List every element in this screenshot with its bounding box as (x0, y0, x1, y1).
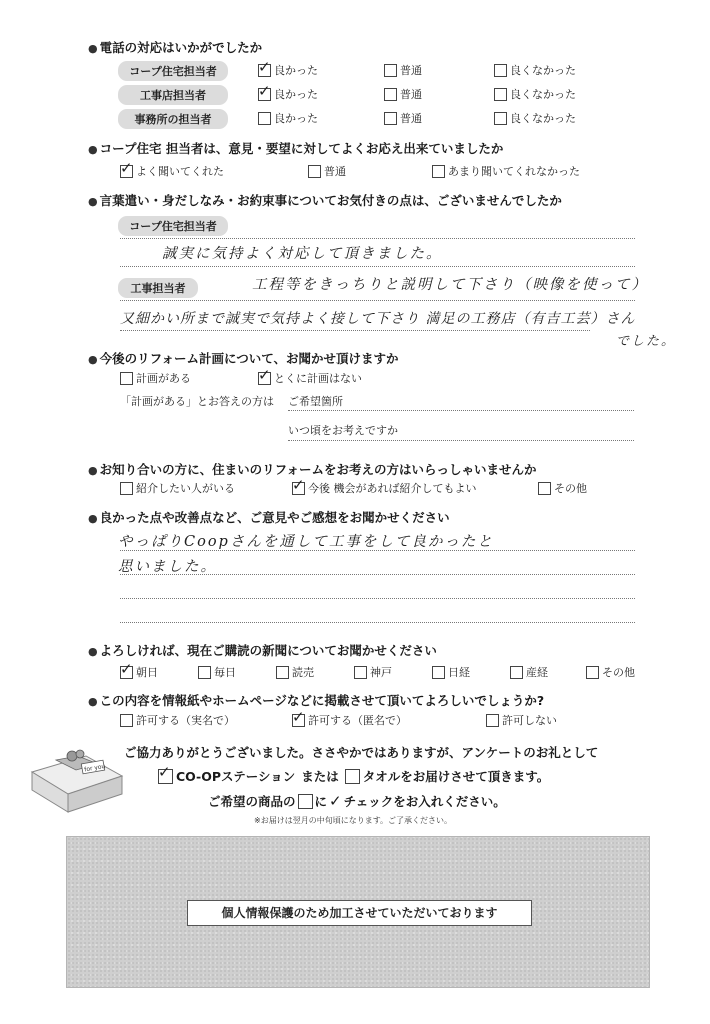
q7-paper-1[interactable] (120, 664, 158, 680)
option-label: 良かった (274, 112, 318, 125)
checkbox-checked-icon[interactable] (120, 165, 133, 178)
gift-or-label: または (301, 769, 339, 784)
checkbox-icon[interactable] (486, 714, 499, 727)
option-label: 神戸 (370, 666, 392, 679)
check-mark-icon: ✓ (329, 792, 342, 810)
option-label: とくに計画はない (274, 372, 362, 385)
checkbox-icon[interactable] (384, 88, 397, 101)
option-label: 普通 (400, 64, 422, 77)
deliver-text: をお届けさせて頂きます。 (400, 769, 550, 784)
gift1-checkbox-checked-icon[interactable] (158, 769, 173, 784)
q1-row2-label: 工事店担当者 (118, 85, 228, 105)
checkbox-icon[interactable] (494, 112, 507, 125)
q1-row3-opt1[interactable] (258, 110, 318, 126)
checkbox-checked-icon[interactable] (258, 88, 271, 101)
q1-row1-label: コープ住宅担当者 (118, 61, 228, 81)
option-label: その他 (602, 666, 635, 679)
checkbox-icon[interactable] (120, 482, 133, 495)
option-label: 読売 (292, 666, 314, 679)
thanks-line2 (158, 767, 549, 785)
q2-opt3[interactable] (432, 163, 580, 179)
q5-opt3[interactable] (538, 480, 587, 496)
checkbox-checked-icon[interactable] (120, 666, 133, 679)
option-label: 良くなかった (510, 64, 576, 77)
q1-row1-opt3[interactable] (494, 62, 576, 78)
q1-title: ● 電話の対応はいかがでしたか (88, 38, 262, 56)
checkbox-icon[interactable] (494, 88, 507, 101)
option-label: 毎日 (214, 666, 236, 679)
q1-row1-opt1[interactable] (258, 62, 318, 78)
divider (120, 622, 635, 623)
q3-coop-answer[interactable]: 誠実に気持よく対応して頂きました。 (162, 246, 443, 262)
option-label: 良くなかった (510, 88, 576, 101)
q7-title: ● よろしければ、現在ご購読の新聞についてお聞かせください (88, 641, 437, 659)
checkbox-icon[interactable] (354, 666, 367, 679)
checkbox-checked-icon[interactable] (292, 482, 305, 495)
q5-title: ● お知り合いの方に、住まいのリフォームをお考えの方はいらっしゃいませんか (88, 460, 537, 478)
checkbox-icon[interactable] (432, 165, 445, 178)
option-label: 良くなかった (510, 112, 576, 125)
q3-contractor-label: 工事担当者 (118, 278, 198, 298)
q7-paper-7[interactable] (586, 664, 635, 680)
q4-opt1[interactable] (120, 370, 191, 386)
divider (120, 238, 635, 239)
q8-opt2[interactable] (292, 712, 407, 728)
gift2-checkbox-icon[interactable] (345, 769, 360, 784)
instruction-text-a: ご希望の商品の (208, 794, 296, 809)
gift-tag-text: for you (83, 762, 106, 774)
option-label: 許可しない (502, 714, 557, 727)
q3-coop-label: コープ住宅担当者 (118, 216, 228, 236)
q3-contractor-answer-2[interactable]: 又細かい所まで誠実で気持よく接して下さり 満足の工務店（有吉工芸）さん (120, 311, 636, 327)
option-label: 普通 (324, 165, 346, 178)
q3-title: ● 言葉遣い・身だしなみ・お約束事についてお気付きの点は、ございませんでしたか (88, 191, 562, 209)
gift1-label: CO-OPステーション (176, 769, 296, 784)
q1-row2-opt3[interactable] (494, 86, 576, 102)
option-label: あまり聞いてくれなかった (448, 165, 580, 178)
option-label: よく聞いてくれた (136, 165, 224, 178)
divider (120, 550, 635, 551)
checkbox-icon[interactable] (198, 666, 211, 679)
q8-title: ● この内容を情報紙やホームページなどに掲載させて頂いてよろしいでしょうか? (88, 691, 544, 709)
q2-opt1[interactable] (120, 163, 224, 179)
checkbox-icon[interactable] (120, 372, 133, 385)
checkbox-icon[interactable] (432, 666, 445, 679)
q6-title: ● 良かった点や改善点など、ご意見やご感想をお聞かせください (88, 508, 450, 526)
option-label: その他 (554, 482, 587, 495)
q2-title: ● コープ住宅 担当者は、意見・要望に対してよくお応え出来ていましたか (88, 139, 503, 157)
q1-row3-label: 事務所の担当者 (118, 109, 228, 129)
divider (120, 574, 635, 575)
divider (120, 330, 590, 331)
q4-opt2[interactable] (258, 370, 362, 386)
q2-opt2[interactable] (308, 163, 346, 179)
option-label: 普通 (400, 88, 422, 101)
thanks-line1: ご協力ありがとうございました。ささやかではありますが、アンケートのお礼として (124, 745, 599, 760)
option-label: 朝日 (136, 666, 158, 679)
q5-opt1[interactable] (120, 480, 235, 496)
q1-row2-opt2[interactable] (384, 86, 422, 102)
gift2-label: タオル (362, 769, 401, 784)
redacted-area (66, 836, 650, 988)
checkbox-icon[interactable] (494, 64, 507, 77)
q7-paper-6[interactable] (510, 664, 548, 680)
q7-paper-4[interactable] (354, 664, 392, 680)
q6-answer-1[interactable]: やっぱりCoopさんを通して工事をして良かったと (118, 534, 494, 550)
option-label: 許可する（実名で） (136, 714, 235, 727)
option-label: 計画がある (136, 372, 191, 385)
q1-row3-opt2[interactable] (384, 110, 422, 126)
q4-plan-prompt: 「計画がある」とお答えの方は (120, 395, 274, 408)
option-label: 良かった (274, 88, 318, 101)
q7-paper-3[interactable] (276, 664, 314, 680)
option-label: 紹介したい人がいる (136, 482, 235, 495)
q3-contractor-answer-1[interactable]: 工程等をきっちりと説明して下さり（映像を使って） (252, 277, 648, 293)
checkbox-checked-icon[interactable] (258, 372, 271, 385)
q4-place-label: ご希望箇所 (288, 395, 343, 408)
option-label: 許可する（匿名で） (308, 714, 407, 727)
option-label: 今後 機会があれば紹介してもよい (308, 482, 477, 495)
q4-title: ● 今後のリフォーム計画について、お聞かせ頂けますか (88, 349, 399, 367)
q4-place-line[interactable] (288, 410, 634, 411)
instruction-text-c: チェックをお入れください。 (343, 794, 506, 809)
checkbox-icon[interactable] (538, 482, 551, 495)
checkbox-icon[interactable] (308, 165, 321, 178)
q6-answer-2[interactable]: 思いました。 (118, 559, 217, 575)
checkbox-icon[interactable] (510, 666, 523, 679)
sample-checkbox-icon (298, 794, 313, 809)
option-label: 良かった (274, 64, 318, 77)
thanks-line3 (208, 792, 506, 810)
privacy-notice: 個人情報保護のため加工させていただいております (187, 900, 532, 926)
checkbox-icon[interactable] (586, 666, 599, 679)
q4-when-line[interactable] (288, 440, 634, 441)
q1-row3-opt3[interactable] (494, 110, 576, 126)
divider (120, 300, 635, 301)
delivery-note: ※お届けは翌月の中旬頃になります。ご了承ください。 (254, 816, 453, 825)
option-label: 日経 (448, 666, 470, 679)
checkbox-icon[interactable] (384, 64, 397, 77)
q1-row1-opt2[interactable] (384, 62, 422, 78)
checkbox-icon[interactable] (276, 666, 289, 679)
q7-paper-5[interactable] (432, 664, 470, 680)
q3-contractor-answer-3[interactable]: でした。 (616, 334, 677, 349)
q8-opt1[interactable] (120, 712, 235, 728)
checkbox-icon[interactable] (258, 112, 271, 125)
option-label: 産経 (526, 666, 548, 679)
q4-when-label: いつ頃をお考えですか (288, 424, 398, 437)
instruction-text-b: に (314, 794, 328, 809)
checkbox-checked-icon[interactable] (258, 64, 271, 77)
gift-box-icon (26, 742, 126, 814)
q7-paper-2[interactable] (198, 664, 236, 680)
checkbox-checked-icon[interactable] (292, 714, 305, 727)
divider (120, 266, 635, 267)
q8-opt3[interactable] (486, 712, 557, 728)
checkbox-icon[interactable] (384, 112, 397, 125)
divider (120, 598, 635, 599)
q1-row2-opt1[interactable] (258, 86, 318, 102)
checkbox-icon[interactable] (120, 714, 133, 727)
q5-opt2[interactable] (292, 480, 477, 496)
option-label: 普通 (400, 112, 422, 125)
